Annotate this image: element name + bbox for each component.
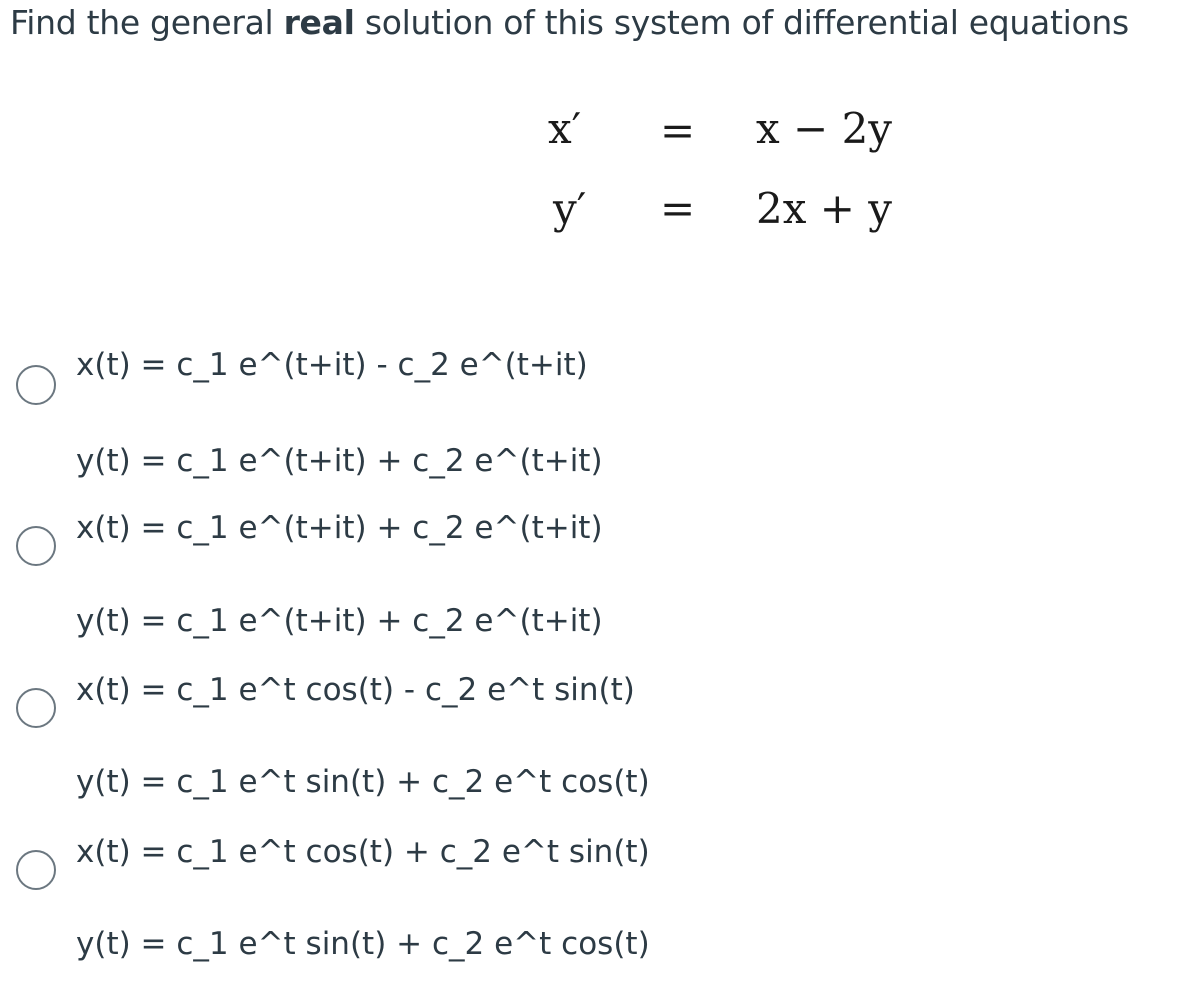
answer-option-4[interactable]: [0, 832, 700, 992]
answer-option-2[interactable]: [0, 508, 700, 668]
option-3-y-equation: y(t) = c_1 e^t sin(t) + c_2 e^t cos(t): [76, 764, 650, 800]
radio-button-option-1[interactable]: [16, 365, 56, 405]
answer-option-3[interactable]: [0, 670, 700, 830]
equation-2-rhs: 2x + y: [756, 184, 893, 233]
equation-1-rhs: x − 2y: [756, 104, 893, 153]
question-suffix: solution of this system of differential equations: [354, 3, 1129, 42]
option-1-y-equation: y(t) = c_1 e^(t+it) + c_2 e^(t+it): [76, 443, 603, 479]
equation-1-lhs: x′: [548, 104, 582, 153]
question-bold: real: [283, 3, 355, 42]
option-4-x-equation: x(t) = c_1 e^t cos(t) + c_2 e^t sin(t): [76, 834, 650, 870]
radio-button-option-2[interactable]: [16, 526, 56, 566]
option-4-y-equation: y(t) = c_1 e^t sin(t) + c_2 e^t cos(t): [76, 926, 650, 962]
option-3-x-equation: x(t) = c_1 e^t cos(t) - c_2 e^t sin(t): [76, 672, 635, 708]
equation-2-lhs: y′: [553, 184, 587, 233]
option-2-y-equation: y(t) = c_1 e^(t+it) + c_2 e^(t+it): [76, 603, 603, 639]
equation-2-equals: =: [660, 184, 696, 233]
radio-button-option-4[interactable]: [16, 850, 56, 890]
option-1-x-equation: x(t) = c_1 e^(t+it) - c_2 e^(t+it): [76, 347, 588, 383]
question-text: [10, 0, 1182, 46]
question-prefix: Find the general: [10, 3, 284, 42]
answer-option-1[interactable]: [0, 345, 700, 505]
option-2-x-equation: x(t) = c_1 e^(t+it) + c_2 e^(t+it): [76, 510, 603, 546]
equation-1-equals: =: [660, 106, 696, 155]
radio-button-option-3[interactable]: [16, 688, 56, 728]
